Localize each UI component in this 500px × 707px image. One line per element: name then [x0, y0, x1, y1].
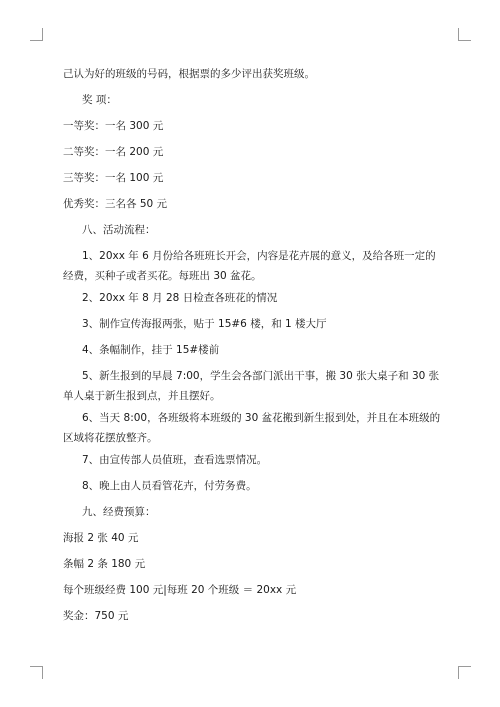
paragraph: 奖金：750 元 — [63, 610, 129, 622]
paragraph: 8、晚上由人员看管花卉，付劳务费。 — [82, 480, 257, 492]
paragraph: 4、条幅制作，挂于 15#楼前 — [82, 344, 220, 356]
crop-mark-top-left — [30, 28, 43, 41]
paragraph: 己认为好的班级的号码，根据票的多少评出获奖班级。 — [63, 68, 315, 80]
paragraph: 条幅 2 条 180 元 — [63, 558, 146, 570]
crop-mark-top-right — [458, 28, 471, 41]
paragraph: 九、经费预算： — [82, 506, 156, 518]
paragraph: 奖 项： — [82, 94, 117, 106]
paragraph: 海报 2 张 40 元 — [63, 532, 139, 544]
paragraph: 2、20xx 年 8 月 28 日检查各班花的情况 — [82, 292, 278, 304]
crop-mark-bottom-right — [458, 666, 471, 679]
paragraph: 优秀奖：三名各 50 元 — [63, 198, 168, 210]
paragraph: 6、当天 8:00，各班级将本班级的 30 盆花搬到新生报到处，并且在本班级的区域将花摆放整齐。 — [63, 412, 441, 444]
paragraph: 三等奖：一名 100 元 — [63, 172, 164, 184]
paragraph: 八、活动流程： — [82, 224, 156, 236]
paragraph: 5、新生报到的早晨 7:00，学生会各部门派出干事，搬 30 张大桌子和 30 张单人桌于新生报到点，并且摆好。 — [63, 370, 440, 402]
paragraph: 一等奖：一名 300 元 — [63, 120, 164, 132]
paragraph: 1、20xx 年 6 月份给各班班长开会，内容是花卉展的意义，及给各班一定的经费，买种子或者买花。每班出 30 盆花。 — [63, 250, 436, 282]
document-body — [63, 64, 443, 632]
paragraph: 每个班级经费 100 元|每班 20 个班级 ＝ 20xx 元 — [63, 584, 297, 596]
paragraph: 3、制作宣传海报两张，贴于 15#6 楼，和 1 楼大厅 — [82, 318, 327, 330]
paragraph: 二等奖：一名 200 元 — [63, 146, 164, 158]
crop-mark-bottom-left — [30, 666, 43, 679]
paragraph: 7、由宣传部人员值班，查看选票情况。 — [82, 454, 268, 466]
